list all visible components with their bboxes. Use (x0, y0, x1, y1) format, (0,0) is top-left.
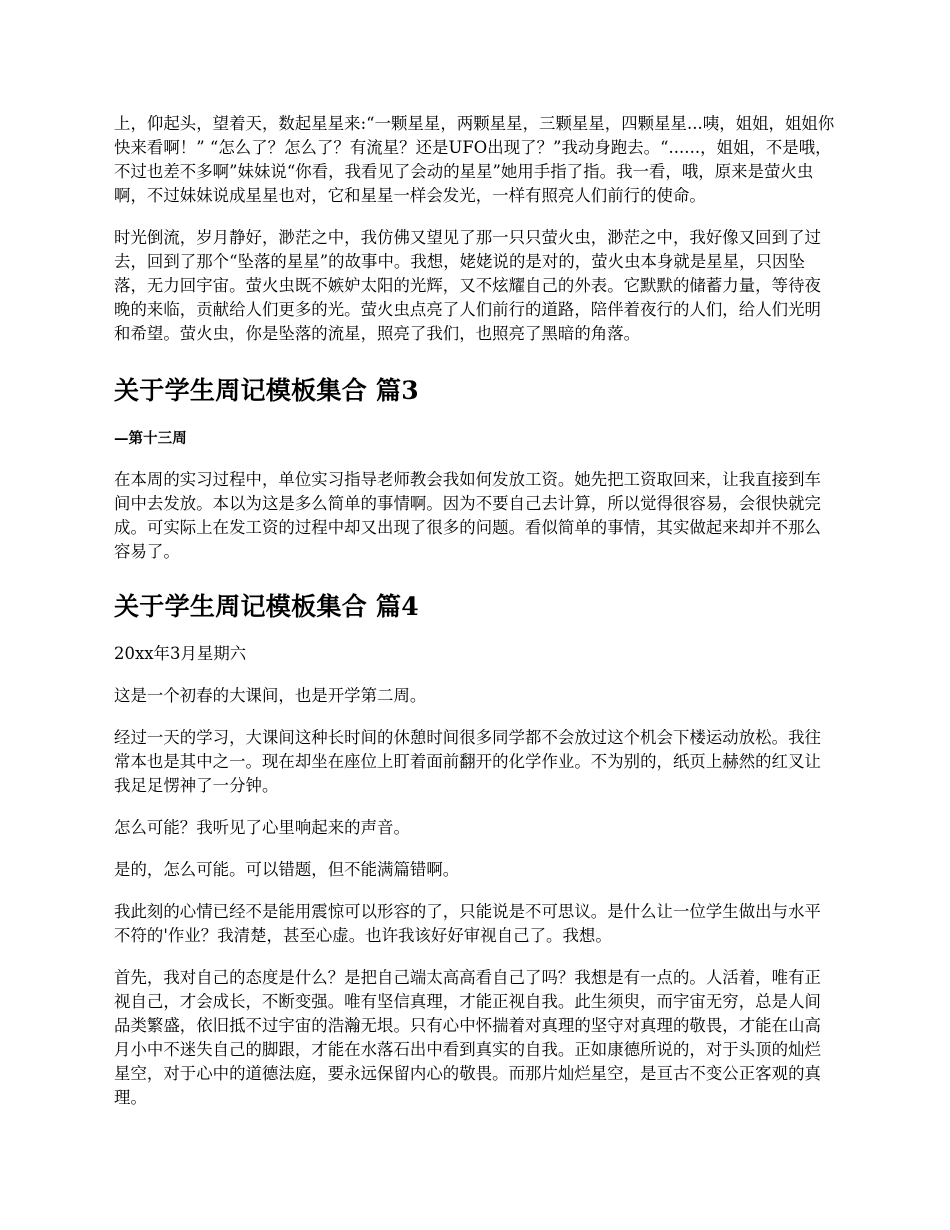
section-heading-3: 关于学生周记模板集合 篇3 (114, 376, 419, 405)
paragraph-mistakes: 是的，怎么可能。可以错题，但不能满篇错啊。 (114, 860, 460, 879)
paragraph-reflection: 时光倒流，岁月静好，渺茫之中，我仿佛又望见了那一只只萤火虫，渺茫之中，我好像又回到了过去，回到了那个“坠落的星星”的故事中。我想，姥姥说的是对的，萤火虫本身就是星星，只因坠落，无力回宇宙。萤火虫既不嫉妒太阳的光辉，又不炫耀自己的外表。它默默的储蓄力量，等待夜晚的来临，贡献给人们更多的光。萤火虫点亮了人们前行的道路，陪伴着夜行的人们，给人们光明和希望。萤火虫，你是坠落的流星，照亮了我们，也照亮了黑暗的角落。 (114, 228, 821, 343)
paragraph-self-reflection: 首先，我对自己的态度是什么？是把自己端太高高看自己了吗？我想是有一点的。人活着，唯有正视自己，才会成长，不断变强。唯有坚信真理，才能正视自我。此生须臾，而宇宙无穷，总是人间品类繁盛，依旧抵不过宇宙的浩瀚无垠。只有心中怀揣着对真理的坚守对真理的敬畏，才能在山高月小中不迷失自己的脚跟，才能在水落石出中看到真实的自我。正如康德所说的，对于头顶的灿烂星空，对于心中的道德法庭，要永远保留内心的敬畏。而那片灿烂星空，是亘古不变公正客观的真理。 (114, 968, 821, 1107)
paragraph-inner-voice: 怎么可能？我听见了心里响起来的声音。 (114, 818, 410, 837)
week-label: —第十三周 (114, 430, 187, 447)
section-heading-4: 关于学生周记模板集合 篇4 (114, 592, 419, 621)
paragraph-homework: 经过一天的学习，大课间这种长时间的休憩时间很多同学都不会放过这个机会下楼运动放松。我往常本也是其中之一。现在却坐在座位上盯着面前翻开的化学作业。不为别的，纸页上赫然的红叉让我足足愣神了一分钟。 (114, 728, 821, 795)
paragraph-internship: 在本周的实习过程中，单位实习指导老师教会我如何发放工资。她先把工资取回来，让我直接到车间中去发放。本以为这是多么简单的事情啊。因为不要自己去计算，所以觉得很容易，会很快就完成。可实际上在发工资的过程中却又出现了很多的问题。看似简单的事情，其实做起来却并不那么容易了。 (114, 470, 821, 561)
paragraph-feelings: 我此刻的心情已经不是能用震惊可以形容的了，只能说是不可思议。是什么让一位学生做出与水平不符的'作业？我清楚，甚至心虚。也许我该好好审视自己了。我想。 (114, 902, 821, 945)
paragraph-fireflies-story: 上，仰起头，望着天，数起星星来:“一颗星星，两颗星星，三颗星星，四颗星星...咦，姐姐，姐姐你快来看啊！” “怎么了？怎么了？有流星？还是UFO出现了？”我动身跑去。“......，姐姐，不是哦，不过也差不多啊”妹妹说“你看，我看见了会动的星星”她用手指了指。我一看，哦，原来是萤火虫啊，不过妹妹说成星星也对，它和星星一样会发光，一样有照亮人们前行的使命。 (114, 114, 835, 205)
paragraph-break-time: 这是一个初春的大课间，也是开学第二周。 (114, 686, 427, 705)
date-line: 20xx年3月星期六 (114, 644, 247, 663)
